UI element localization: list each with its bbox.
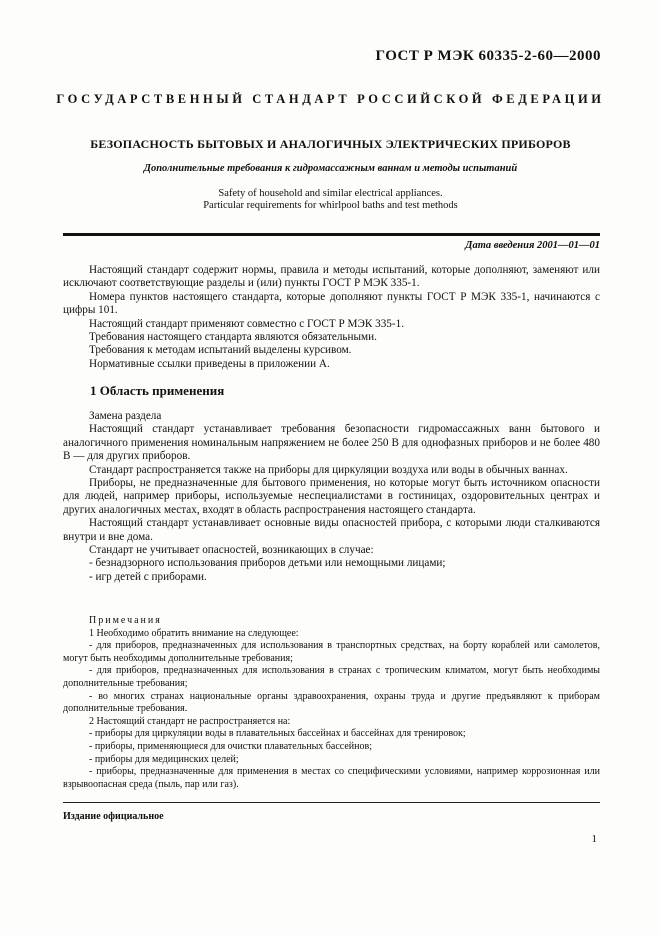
- intro-paragraph: Настоящий стандарт применяют совместно с ГОСТ Р МЭК 335-1.: [89, 317, 405, 330]
- standard-org-line: ГОСУДАРСТВЕННЫЙ СТАНДАРТ РОССИЙСКОЙ ФЕДЕРАЦИИ: [56, 92, 605, 106]
- intro-paragraph: Нормативные ссылки приведены в приложении А.: [89, 357, 330, 370]
- intro-paragraph: Требования к методам испытаний выделены курсивом.: [89, 344, 352, 357]
- section-paragraph: Настоящий стандарт устанавливает требования безопасности гидромассажных ванн бытового и аналогичного применения номинальным напряжением не более 250 В для однофазных приборов и не более 480 В — для других приборов.: [63, 423, 600, 463]
- note-line: - приборы, предназначенные для применения в местах со специфическими условиями, например коррозионная или взрывоопасная среда (пыль, пар или газ).: [63, 766, 600, 790]
- note-line: 1 Необходимо обратить внимание на следующее:: [89, 627, 299, 639]
- intro-paragraph: Номера пунктов настоящего стандарта, которые дополняют пункты ГОСТ Р МЭК 335-1, начинаются с цифры 101.: [63, 290, 600, 317]
- section-body: [63, 410, 600, 584]
- section-paragraph: Стандарт распространяется также на приборы для циркуляции воздуха или воды в обычных ваннах.: [89, 463, 568, 476]
- footer-divider: [63, 802, 600, 803]
- intro-paragraph: Требования настоящего стандарта являются обязательными.: [89, 331, 377, 344]
- note-line: - приборы для медицинских целей;: [89, 753, 239, 765]
- section-paragraph: Настоящий стандарт устанавливает основные виды опасностей прибора, с которыми люди сталкиваются внутри и вне дома.: [63, 517, 600, 543]
- note-line: - для приборов, предназначенных для использования в странах с тропическим климатом, могут быть необходимы дополнительные требования;: [63, 665, 600, 689]
- title-divider: [63, 233, 600, 236]
- note-line: - во многих странах национальные органы здравоохранения, охраны труда и другие предъявляют к приборам дополнительные требования.: [63, 690, 600, 715]
- intro-block: [63, 264, 600, 371]
- document-title: БЕЗОПАСНОСТЬ БЫТОВЫХ И АНАЛОГИЧНЫХ ЭЛЕКТРИЧЕСКИХ ПРИБОРОВ: [90, 137, 571, 151]
- page-number: 1: [591, 833, 597, 845]
- edition-label: Издание официальное: [63, 811, 164, 822]
- note-line: - приборы для циркуляции воды в плавательных бассейнах и бассейнах для тренировок;: [89, 728, 466, 740]
- introduction-date: Дата введения 2001—01—01: [465, 240, 600, 251]
- english-title-line-2: Particular requirements for whirlpool baths and test methods: [203, 200, 458, 211]
- english-title-line-1: Safety of household and similar electrical appliances.: [218, 188, 443, 199]
- note-line: - приборы, применяющиеся для очистки плавательных бассейнов;: [89, 740, 372, 752]
- section-paragraph: Замена раздела: [89, 410, 162, 422]
- document-subtitle: Дополнительные требования к гидромассажным ваннам и методы испытаний: [143, 163, 518, 174]
- notes-heading: Примечания: [89, 615, 162, 626]
- list-item: - игр детей с приборами.: [89, 570, 207, 583]
- intro-paragraph: Настоящий стандарт содержит нормы, правила и методы испытаний, которые дополняют, заменяют или исключают соответствующие разделы и (или) пункты ГОСТ Р МЭК 335-1.: [63, 264, 600, 290]
- note-line: - для приборов, предназначенных для использования в транспортных средствах, на борту кораблей или самолетов, могут быть необходимы дополнительные требования;: [63, 640, 600, 664]
- document-number: ГОСТ Р МЭК 60335-2-60—2000: [375, 48, 601, 64]
- notes-block: [63, 615, 600, 791]
- list-item: - безнадзорного использования приборов детьми или немощными лицами;: [89, 557, 446, 570]
- note-line: 2 Настоящий стандарт не распространяется на:: [89, 715, 291, 727]
- section-heading: 1 Область применения: [90, 383, 225, 398]
- section-paragraph: Приборы, не предназначенные для бытового применения, но которые могут быть источником опасности для людей, например приборы, используемые неспециалистами в гостиницах, оздоровительных центрах и других аналогичных местах, входят в область распространения настоящего стандарта.: [63, 477, 600, 516]
- section-paragraph: Стандарт не учитывает опасностей, возникающих в случае:: [89, 544, 374, 557]
